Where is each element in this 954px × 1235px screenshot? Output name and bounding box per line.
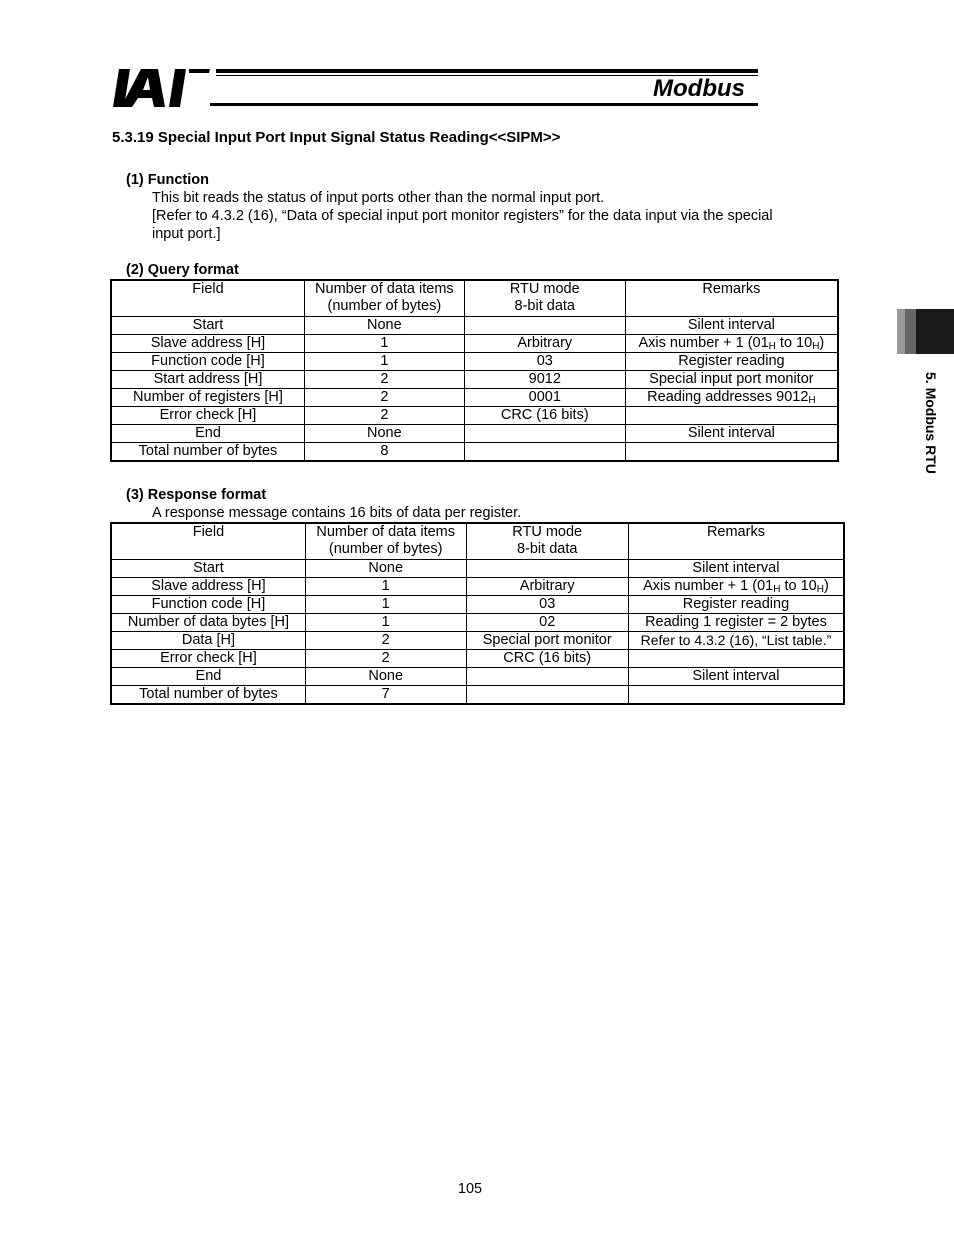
section-title: 5.3.19 Special Input Port Input Signal Status Reading<<SIPM>>	[112, 129, 561, 146]
table-cell: 1	[304, 353, 464, 371]
table-cell: End	[111, 668, 305, 686]
header-title: Modbus	[653, 75, 745, 102]
table-cell: Refer to 4.3.2 (16), “List table.”	[628, 632, 844, 650]
table-cell: Reading addresses $9012_H$	[625, 389, 838, 407]
table-cell: 1	[305, 596, 466, 614]
header-rule-thick	[216, 69, 758, 73]
table-cell: Arbitrary	[464, 335, 625, 353]
table-cell	[464, 443, 625, 462]
table-row	[111, 560, 844, 578]
table-cell: Silent interval	[625, 425, 838, 443]
table-header-row	[111, 280, 838, 317]
table-cell: 9012	[464, 371, 625, 389]
table-row	[111, 317, 838, 335]
table-row	[111, 668, 844, 686]
table-row	[111, 407, 838, 425]
table-cell: None	[305, 668, 466, 686]
table-cell: Axis number + 1 ($01_H$ to $10_H$)	[628, 578, 844, 596]
function-text: This bit reads the status of input ports other than the normal input port. [Refer to 4.3.2 (16), “Data of special input port monitor registers” for the data input via the special input port.]	[152, 190, 773, 242]
header-remarks: Remarks	[625, 280, 838, 317]
table-cell: Number of data bytes [H]	[111, 614, 305, 632]
table-cell: Start address [H]	[111, 371, 304, 389]
table-cell	[625, 407, 838, 425]
table-cell: 03	[464, 353, 625, 371]
table-cell: Total number of bytes	[111, 686, 305, 705]
table-header-row	[111, 523, 844, 560]
table-cell: Arbitrary	[466, 578, 628, 596]
table-cell: 2	[304, 371, 464, 389]
table-cell: Silent interval	[625, 317, 838, 335]
table-cell: CRC (16 bits)	[464, 407, 625, 425]
table-cell: 2	[304, 389, 464, 407]
table-cell: Error check [H]	[111, 407, 304, 425]
page-number: 105	[457, 1181, 483, 1197]
table-cell: Slave address [H]	[111, 578, 305, 596]
chapter-side-label: 5. Modbus RTU	[923, 372, 939, 474]
table-cell	[464, 425, 625, 443]
table-cell: 1	[305, 578, 466, 596]
table-cell: 7	[305, 686, 466, 705]
table-cell	[466, 668, 628, 686]
table-cell: 1	[304, 335, 464, 353]
table-cell: Axis number + 1 ($01_H$ to $10_H$)	[625, 335, 838, 353]
header-field: Field	[111, 280, 304, 317]
table-cell: End	[111, 425, 304, 443]
table-cell: 03	[466, 596, 628, 614]
table-row	[111, 578, 844, 596]
chapter-tab-marker	[897, 309, 954, 354]
table-cell: Register reading	[625, 353, 838, 371]
response-heading: (3) Response format	[126, 487, 267, 503]
table-cell	[628, 650, 844, 668]
table-row	[111, 596, 844, 614]
header-count: Number of data items (number of bytes)	[305, 523, 466, 560]
table-cell: None	[305, 560, 466, 578]
table-cell: Reading 1 register = 2 bytes	[628, 614, 844, 632]
table-cell	[466, 686, 628, 705]
table-cell: Silent interval	[628, 668, 844, 686]
response-note: A response message contains 16 bits of data per register.	[152, 505, 522, 521]
table-cell: Total number of bytes	[111, 443, 304, 462]
table-row	[111, 443, 838, 462]
table-row	[111, 335, 838, 353]
table-row	[111, 389, 838, 407]
table-row	[111, 650, 844, 668]
iai-logo	[113, 69, 210, 107]
table-cell: Function code [H]	[111, 596, 305, 614]
table-cell: 02	[466, 614, 628, 632]
header-field: Field	[111, 523, 305, 560]
table-cell	[464, 317, 625, 335]
table-cell: 2	[305, 632, 466, 650]
table-cell: Error check [H]	[111, 650, 305, 668]
table-cell: None	[304, 425, 464, 443]
header-rtu: RTU mode 8-bit data	[466, 523, 628, 560]
table-cell: 2	[304, 407, 464, 425]
header-rtu: RTU mode 8-bit data	[464, 280, 625, 317]
table-cell: Function code [H]	[111, 353, 304, 371]
table-cell: 2	[305, 650, 466, 668]
response-table	[110, 522, 845, 705]
table-row	[111, 371, 838, 389]
table-cell	[628, 686, 844, 705]
table-row	[111, 614, 844, 632]
table-cell: Data [H]	[111, 632, 305, 650]
table-row	[111, 632, 844, 650]
table-cell: Special port monitor	[466, 632, 628, 650]
table-cell: Slave address [H]	[111, 335, 304, 353]
table-cell: Special input port monitor	[625, 371, 838, 389]
table-cell	[625, 443, 838, 462]
query-table	[110, 279, 839, 462]
table-cell: Silent interval	[628, 560, 844, 578]
query-heading: (2) Query format	[126, 262, 239, 278]
table-cell: Number of registers [H]	[111, 389, 304, 407]
table-cell: 1	[305, 614, 466, 632]
table-cell: 0001	[464, 389, 625, 407]
table-cell: Register reading	[628, 596, 844, 614]
table-row	[111, 686, 844, 705]
table-cell: Start	[111, 560, 305, 578]
header-count: Number of data items (number of bytes)	[304, 280, 464, 317]
table-cell	[466, 560, 628, 578]
table-row	[111, 425, 838, 443]
table-cell: 8	[304, 443, 464, 462]
table-row	[111, 353, 838, 371]
table-cell: CRC (16 bits)	[466, 650, 628, 668]
header-remarks: Remarks	[628, 523, 844, 560]
function-heading: (1) Function	[126, 172, 209, 188]
table-cell: None	[304, 317, 464, 335]
table-cell: Start	[111, 317, 304, 335]
